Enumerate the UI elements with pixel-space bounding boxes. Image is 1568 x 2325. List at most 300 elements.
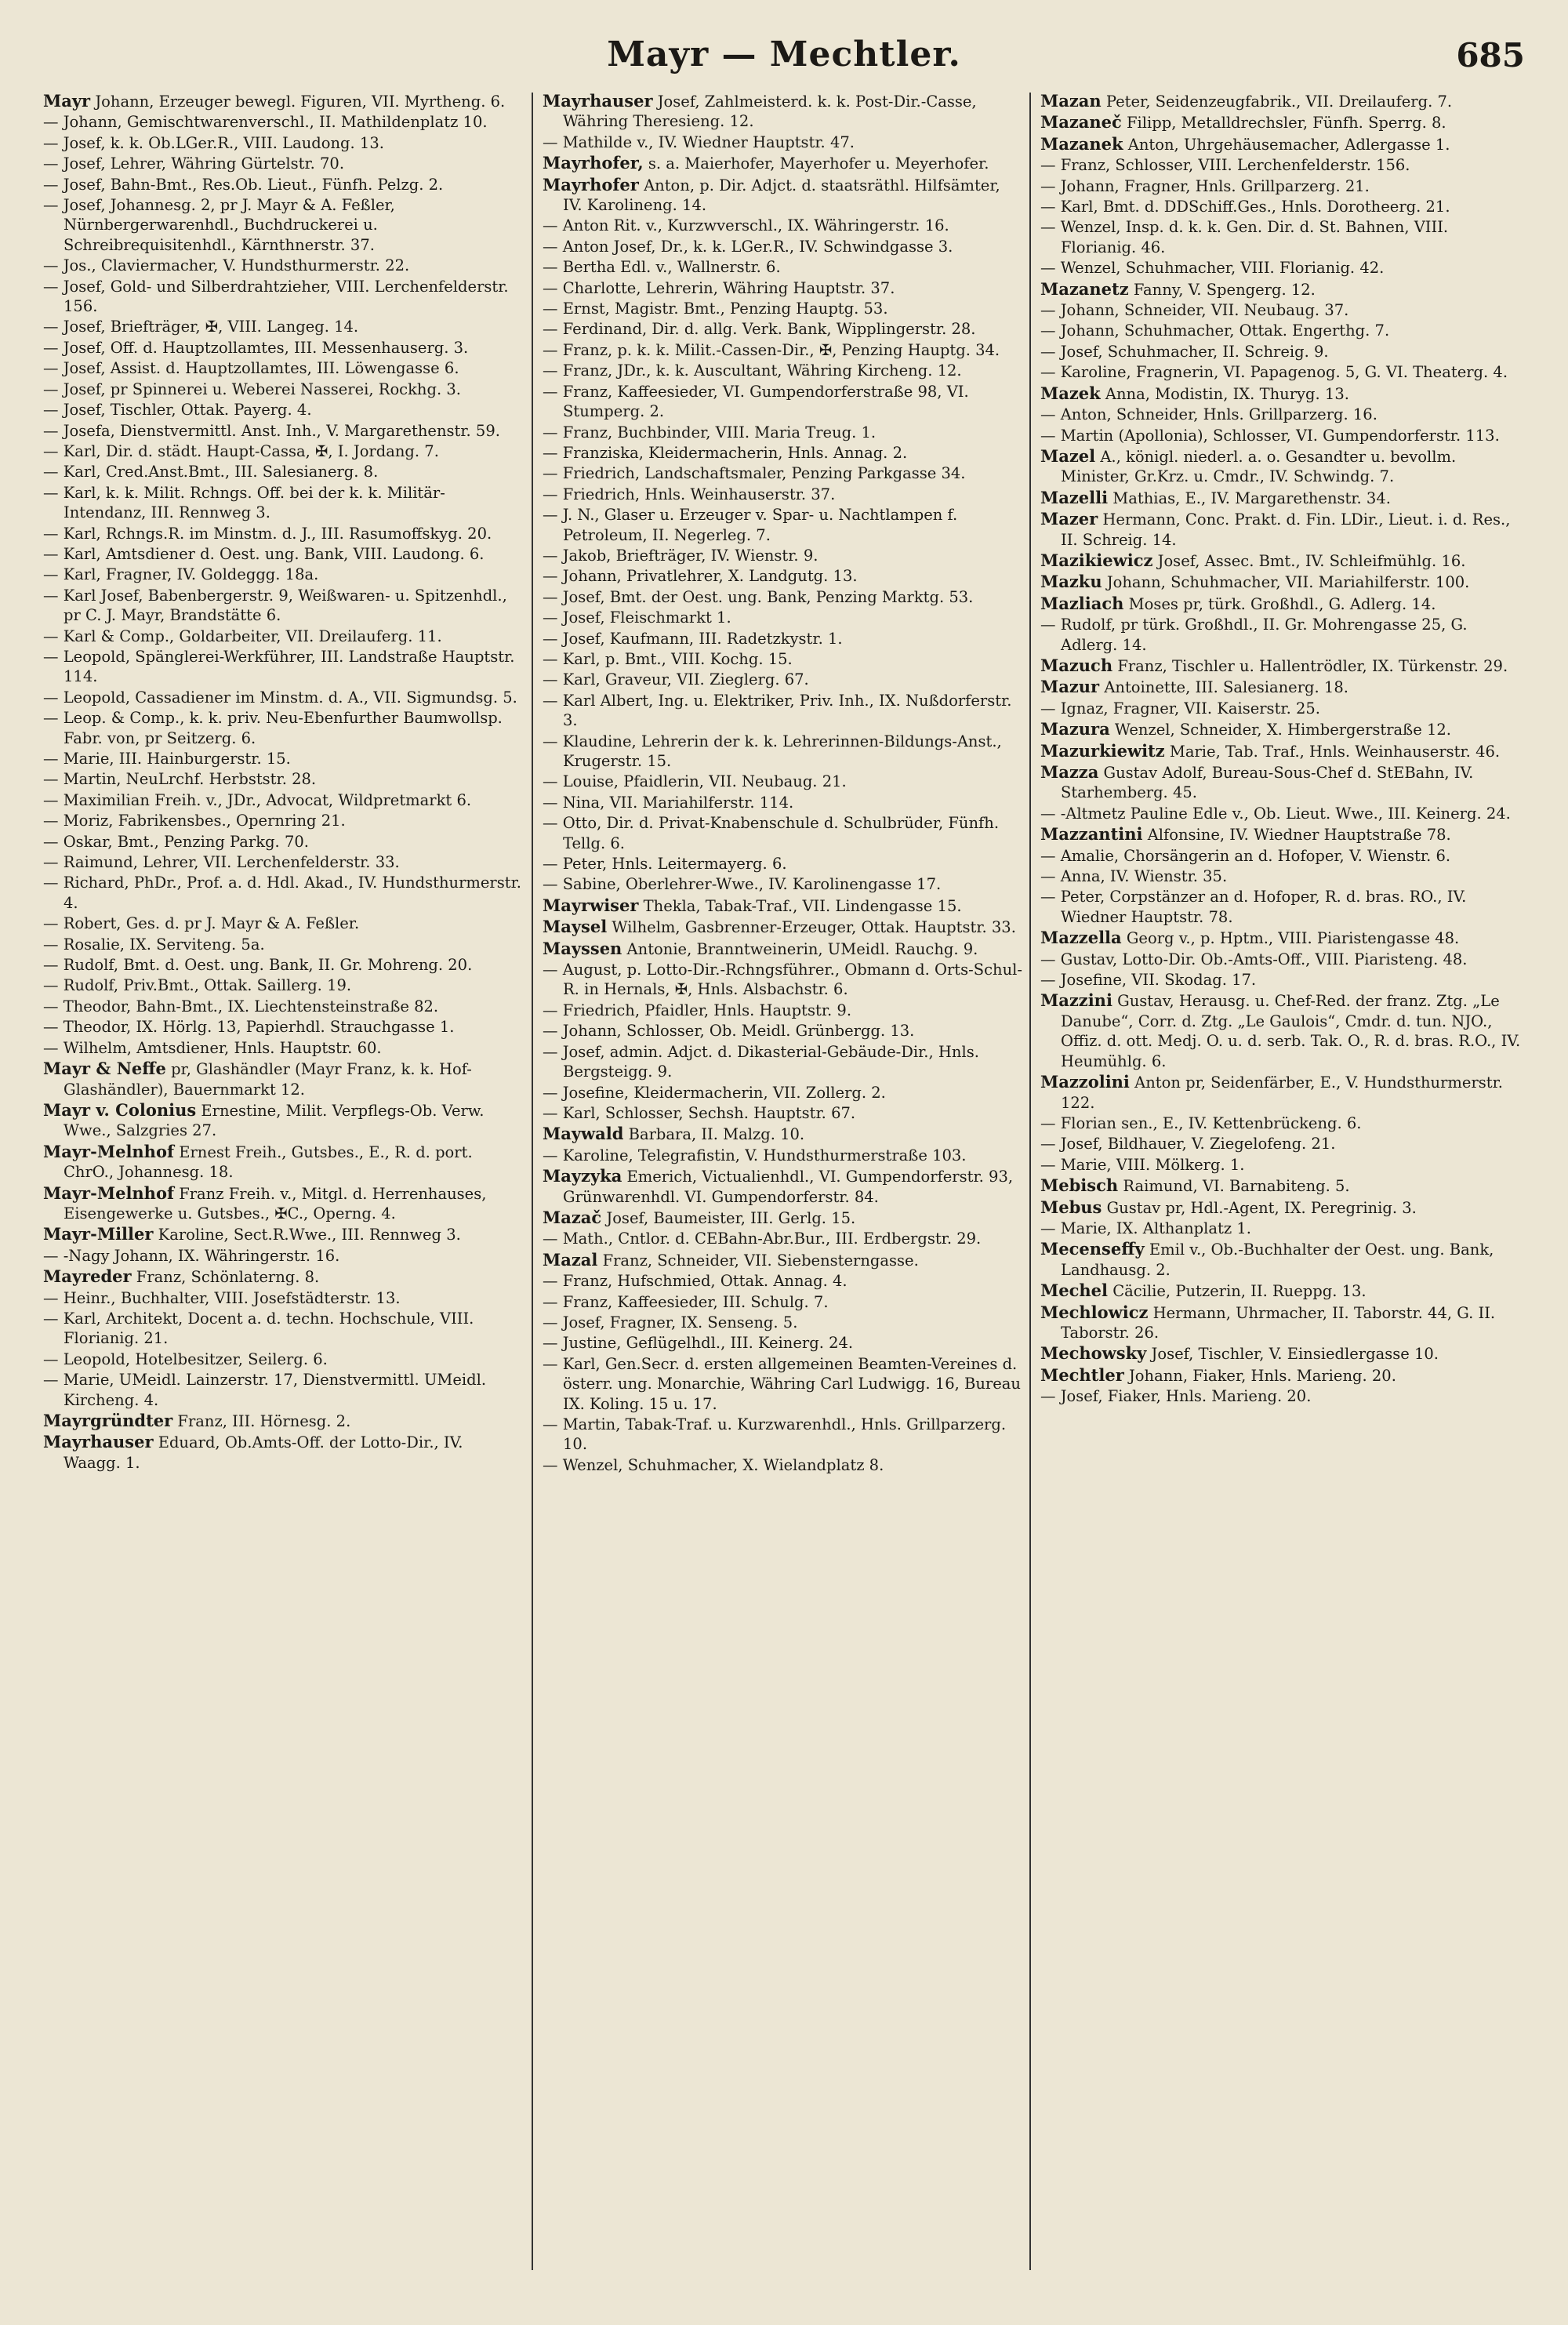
entry-sub (543, 546, 1022, 565)
entry-heading (1040, 1175, 1525, 1196)
entry-sub (43, 769, 523, 789)
entry-text: — Ignaz, Fragner, VII. Kaiserstr. 25. (1040, 699, 1320, 717)
entry-text: — Anton, Schneider, Hnls. Grillparzerg. 16. (1040, 405, 1377, 424)
entry-text: — Rosalie, IX. Serviteng. 5a. (43, 935, 265, 954)
entry-text: — Wenzel, Schuhmacher, X. Wielandplatz 8. (543, 1455, 884, 1474)
entry-text: — Josef, Johannesg. 2, pr J. Mayr & A. Feßler, Nürnbergerwarenhdl., Buchdruckerei u. Schreibrequisitenhdl., Kärnthnerstr. 37. (43, 196, 395, 254)
entry-text: Johann, Schuhmacher, VII. Mariahilferstr. 100. (1106, 573, 1470, 592)
entry-sub (543, 587, 1022, 607)
entry-sub (1040, 887, 1525, 927)
entry-text: — Karl, Schlosser, Sechsh. Hauptstr. 67. (543, 1103, 856, 1122)
entry-text: Fanny, V. Spengerg. 12. (1133, 280, 1316, 299)
entry-text: — Josef, Bahn-Bmt., Res.Ob. Lieut., Fünfh. Pelzg. 2. (43, 175, 444, 194)
entry-text: Emerich, Victualienhdl., VI. Gumpendorferstr. 93, Grünwarenhdl. VI. Gumpendorferstr. 84. (563, 1168, 1014, 1206)
entry-sub (543, 216, 1022, 235)
entry-text: — Rudolf, Priv.Bmt., Ottak. Saillerg. 19. (43, 976, 352, 995)
entry-heading (1040, 824, 1525, 845)
entry-sub (543, 1313, 1022, 1332)
entry-heading (43, 1432, 523, 1473)
entry-text: — Johann, Privatlehrer, X. Landgutg. 13. (543, 567, 858, 586)
entry-text: — Charlotte, Lehrerin, Währing Hauptstr. 37. (543, 278, 895, 297)
entry-text: — Josef, Off. d. Hauptzollamtes, III. Messenhauserg. 3. (43, 338, 469, 357)
entry-sub (543, 1146, 1022, 1165)
entry-text: — Karl & Comp., Goldarbeiter, VII. Dreilauferg. 11. (43, 627, 442, 645)
entry-heading (1040, 1281, 1525, 1301)
entry-text: Johann, Fiaker, Hnls. Marieng. 20. (1128, 1366, 1396, 1385)
entry-heading (1040, 1072, 1525, 1113)
entry-text: — Jakob, Briefträger, IV. Wienstr. 9. (543, 546, 818, 565)
surname: Mazel (1040, 445, 1096, 466)
surname: Mazzantini (1040, 824, 1143, 845)
entry-text: Emil v., Ob.-Buchhalter der Oest. ung. Bank, Landhausg. 2. (1061, 1241, 1494, 1279)
entry-text: — J. N., Glaser u. Erzeuger v. Spar- u. Nachtlampen f. Petroleum, II. Negerleg. 7. (543, 506, 958, 544)
entry-text: Ernest Freih., Gutsbes., E., R. d. port. ChrO., Johannesg. 18. (64, 1143, 473, 1182)
entry-heading (1040, 279, 1525, 300)
entry-sub (543, 793, 1022, 812)
entry-text: — Wenzel, Schuhmacher, VIII. Florianig. 42. (1040, 259, 1385, 278)
entry-sub (543, 257, 1022, 277)
entry-text: — Karl, Gen.Secr. d. ersten allgemeinen Beamten-Vereines d. österr. ung. Monarchie, Währing Carl Ludwigg. 16, Bureau IX. Koling. 15 u. 17. (543, 1354, 1021, 1413)
entry-sub (43, 935, 523, 954)
surname: Mazura (1040, 719, 1110, 739)
entry-heading (43, 1266, 523, 1287)
entry-sub (43, 586, 523, 626)
entry-heading (543, 917, 1022, 937)
entry-sub (43, 112, 523, 132)
entry-sub (543, 485, 1022, 504)
entry-text: — Karoline, Fragnerin, VI. Papagenog. 5, G. VI. Theaterg. 4. (1040, 363, 1508, 382)
entry-sub (43, 1246, 523, 1266)
entry-heading (43, 1183, 523, 1224)
entry-text: Georg v., p. Hptm., VIII. Piaristengasse 48. (1126, 929, 1460, 948)
entry-sub (543, 1415, 1022, 1455)
surname: Mazanetz (1040, 278, 1129, 299)
entry-text: — Marie, IX. Althanplatz 1. (1040, 1219, 1251, 1237)
surname: Mayr-Melnhof (43, 1182, 174, 1203)
entry-text: — Josefa, Dienstvermittl. Anst. Inh., V. Margarethenstr. 59. (43, 421, 500, 440)
entry-heading (1040, 1365, 1525, 1386)
entry-text: — Karl, p. Bmt., VIII. Kochg. 15. (543, 649, 793, 668)
entry-heading (43, 1411, 523, 1431)
entry-heading (543, 175, 1022, 216)
entry-sub (543, 1455, 1022, 1475)
entry-text: — Raimund, Lehrer, VII. Lerchenfelderstr. 33. (43, 853, 400, 872)
entry-text: — Josef, Assist. d. Hauptzollamtes, III. Löwengasse 6. (43, 359, 459, 378)
entry-sub (543, 854, 1022, 874)
entry-text: — Anna, IV. Wienstr. 35. (1040, 867, 1228, 886)
entry-sub (43, 483, 523, 523)
entry-sub (43, 852, 523, 872)
column-2 (543, 91, 1022, 2270)
entry-text: — Josefine, Kleidermacherin, VII. Zollerg. 2. (543, 1083, 886, 1102)
entry-heading (43, 91, 523, 111)
entry-text: — Ernst, Magistr. Bmt., Penzing Hauptg. 53. (543, 300, 888, 318)
entry-heading (43, 1224, 523, 1244)
surname: Mayrhofer, (543, 153, 644, 173)
entry-text: Anton, Uhrgehäusemacher, Adlergasse 1. (1127, 135, 1450, 154)
entry-sub (43, 914, 523, 933)
entry-text: Wilhelm, Gasbrenner-Erzeuger, Ottak. Hauptstr. 33. (612, 918, 1016, 937)
entry-text: Gustav pr, Hdl.-Agent, IX. Peregrinig. 3. (1106, 1198, 1417, 1217)
entry-sub (43, 1038, 523, 1058)
entry-text: — Justine, Geflügelhdl., III. Keinerg. 24. (543, 1334, 854, 1353)
entry-heading (1040, 656, 1525, 676)
entry-text: — Martin, Tabak-Traf. u. Kurzwarenhdl., Hnls. Grillparzerg. 10. (543, 1415, 1007, 1454)
entry-sub (43, 358, 523, 378)
entry-text: Josef, Zahlmeisterd. k. k. Post-Dir.-Casse, Währing Theresieng. 12. (563, 93, 977, 131)
entry-text: — Josef, Gold- und Silberdrahtzieher, VIII. Lerchenfelderstr. 156. (43, 277, 509, 316)
entry-sub (1040, 866, 1525, 886)
entry-text: — Wenzel, Insp. d. k. k. Gen. Dir. d. St. Bahnen, VIII. Florianig. 46. (1040, 218, 1449, 256)
entry-text: — Karl, Dir. d. städt. Haupt-Cassa, ✠, I. Jordang. 7. (43, 441, 439, 460)
entry-text: — Marie, III. Hainburgerstr. 15. (43, 750, 291, 768)
entry-heading (543, 1124, 1022, 1144)
entry-sub (43, 380, 523, 399)
entry-sub (43, 749, 523, 768)
entry-text: Ernestine, Milit. Verpflegs-Ob. Verw. Wwe., Salzgries 27. (64, 1101, 485, 1140)
entry-sub (543, 1333, 1022, 1353)
entry-text: — Karl, Cred.Anst.Bmt., III. Salesianerg. 8. (43, 463, 379, 481)
entry-sub (543, 463, 1022, 483)
entry-heading (1040, 594, 1525, 614)
surname: Mazanek (1040, 133, 1123, 154)
entry-text: — Ferdinand, Dir. d. allg. Verk. Bank, Wipplingerstr. 28. (543, 320, 976, 339)
entry-heading (43, 1059, 523, 1099)
entry-text: — Mathilde v., IV. Wiedner Hauptstr. 47. (543, 133, 855, 151)
entry-text: Anton, p. Dir. Adjct. d. staatsräthl. Hilfsämter, IV. Karolineng. 14. (563, 176, 1000, 215)
entry-sub (43, 462, 523, 481)
entry-sub (1040, 405, 1525, 424)
entry-sub (1040, 1134, 1525, 1153)
entry-heading (543, 91, 1022, 132)
entry-text: — Franz, Kaffeesieder, III. Schulg. 7. (543, 1292, 829, 1311)
entry-text: — -Altmetz Pauline Edle v., Ob. Lieut. Wwe., III. Keinerg. 24. (1040, 804, 1511, 823)
entry-text: Cäcilie, Putzerin, II. Rueppg. 13. (1112, 1282, 1367, 1301)
entry-sub (543, 772, 1022, 791)
entry-sub (43, 317, 523, 336)
entry-heading (1040, 572, 1525, 592)
surname: Mazelli (1040, 487, 1109, 507)
entry-text: — Nina, VII. Mariahilferstr. 114. (543, 793, 794, 812)
entry-text: — Josef, k. k. Ob.LGer.R., VIII. Laudong. 13. (43, 133, 384, 152)
surname: Mechel (1040, 1281, 1108, 1301)
entry-sub (43, 195, 523, 255)
entry-sub (43, 647, 523, 687)
entry-text: Franz, Schneider, VII. Siebensterngasse. (602, 1251, 919, 1270)
entry-text: pr, Glashändler (Mayr Franz, k. k. Hof-Glashändler), Bauernmarkt 12. (64, 1060, 472, 1099)
entry-heading (43, 1142, 523, 1182)
entry-sub (1040, 426, 1525, 445)
surname: Mazzini (1040, 990, 1112, 1011)
entry-text: — Johann, Schuhmacher, Ottak. Engerthg. 7. (1040, 322, 1390, 340)
entry-text: — Karl, Rchngs.R. im Minstm. d. J., III. Rasumoffskyg. 20. (43, 524, 492, 543)
column-divider (532, 93, 533, 2270)
entry-text: Franz, Tischler u. Hallentrödler, IX. Türkenstr. 29. (1117, 656, 1508, 675)
entry-text: — Karl, Graveur, VII. Zieglerg. 67. (543, 670, 809, 689)
entry-text: — Peter, Corpstänzer an d. Hofoper, R. d. bras. RO., IV. Wiedner Hauptstr. 78. (1040, 888, 1467, 926)
entry-heading (1040, 1239, 1525, 1280)
entry-text: — Wilhelm, Amtsdiener, Hnls. Hauptstr. 60. (43, 1038, 382, 1057)
entry-text: — Karl, Amtsdiener d. Oest. ung. Bank, VIII. Laudong. 6. (43, 544, 485, 563)
entry-heading (1040, 719, 1525, 739)
entry-text: — Otto, Dir. d. Privat-Knabenschule d. Schulbrüder, Fünfh. Tellg. 6. (543, 814, 1000, 852)
entry-sub (543, 566, 1022, 586)
entry-sub (43, 256, 523, 275)
entry-heading (543, 1250, 1022, 1270)
surname: Mechtler (1040, 1364, 1124, 1385)
entry-text: — Math., Cntlor. d. CEBahn-Abr.Bur., III. Erdbergstr. 29. (543, 1230, 982, 1248)
entry-heading (543, 1208, 1022, 1228)
entry-text: — Jos., Claviermacher, V. Hundsthurmerstr. 22. (43, 256, 410, 275)
entry-sub (43, 997, 523, 1016)
surname: Mazer (1040, 509, 1098, 529)
entry-sub (1040, 970, 1525, 990)
entry-text: Eduard, Ob.Amts-Off. der Lotto-Dir., IV. Waagg. 1. (64, 1433, 463, 1472)
entry-text: — Peter, Hnls. Leitermayerg. 6. (543, 855, 787, 874)
entry-sub (543, 1229, 1022, 1248)
surname: Mazuch (1040, 655, 1113, 675)
surname: Mazurkiewitz (1040, 740, 1165, 761)
surname: Mazza (1040, 762, 1099, 782)
entry-text: — Oskar, Bmt., Penzing Parkg. 70. (43, 832, 309, 851)
entry-text: — Theodor, Bahn-Bmt., IX. Liechtensteinstraße 82. (43, 997, 439, 1015)
entry-sub (1040, 176, 1525, 196)
entry-heading (1040, 509, 1525, 550)
entry-text: — Josef, Bildhauer, V. Ziegelofeng. 21. (1040, 1135, 1336, 1153)
entry-text: Franz, III. Hörnesg. 2. (177, 1412, 351, 1430)
entry-text: — Leop. & Comp., k. k. priv. Neu-Ebenfurther Baumwollsp. Fabr. von, pr Seitzerg. 6. (43, 709, 503, 747)
entry-heading (1040, 550, 1525, 571)
entry-sub (543, 691, 1022, 731)
surname: Mazzolini (1040, 1072, 1130, 1092)
entry-text: — Josef, Lehrer, Währing Gürtelstr. 70. (43, 154, 345, 173)
entry-text: Barbara, II. Malzg. 10. (628, 1125, 805, 1144)
entry-text: — Josef, Tischler, Ottak. Payerg. 4. (43, 401, 312, 420)
entry-sub (1040, 155, 1525, 175)
entry-sub (43, 154, 523, 173)
entry-sub (1040, 950, 1525, 969)
entry-text: — Karoline, Telegrafistin, V. Hundsthurmerstraße 103. (543, 1146, 967, 1164)
entry-text: — Maximilian Freih. v., JDr., Advocat, Wildpretmarkt 6. (43, 790, 472, 809)
entry-text: Wenzel, Schneider, X. Himbergerstraße 12. (1114, 721, 1451, 739)
entry-text: — Martin (Apollonia), Schlosser, VI. Gumpendorferstr. 113. (1040, 426, 1500, 445)
entry-heading (1040, 91, 1525, 111)
entry-sub (43, 975, 523, 995)
entry-text: — Josef, Fleischmarkt 1. (543, 608, 731, 627)
surname: Mayrhofer (543, 174, 639, 194)
entry-text: — August, p. Lotto-Dir.-Rchngsführer., Obmann d. Orts-Schul-R. in Hernals, ✠, Hnls. Alsbachstr. 6. (543, 961, 1022, 999)
entry-text: — Florian sen., E., IV. Kettenbrückeng. 6. (1040, 1113, 1362, 1132)
entry-text: — Leopold, Hotelbesitzer, Seilerg. 6. (43, 1350, 328, 1368)
surname: Mayr (43, 91, 91, 111)
entry-sub (1040, 804, 1525, 823)
entry-text: — Franz, Kaffeesieder, VI. Gumpendorferstraße 98, VI. Stumperg. 2. (543, 382, 969, 421)
entry-text: — Leopold, Cassadiener im Minstm. d. A., VII. Sigmundsg. 5. (43, 688, 517, 707)
page-title: Mayr — Mechtler. (607, 35, 961, 74)
entry-text: — Marie, UMeidl. Lainzerstr. 17, Dienstvermittl. UMeidl. Kircheng. 4. (43, 1371, 487, 1409)
entry-sub (543, 960, 1022, 1000)
entry-sub (543, 629, 1022, 648)
entry-text: — Gustav, Lotto-Dir. Ob.-Amts-Off., VIII. Piaristeng. 48. (1040, 950, 1468, 968)
entry-text: — Friedrich, Hnls. Weinhauserstr. 37. (543, 485, 836, 503)
entry-sub (543, 1001, 1022, 1020)
entry-text: — Friedrich, Pfaidler, Hnls. Hauptstr. 9. (543, 1001, 852, 1019)
entry-text: — Richard, PhDr., Prof. a. d. Hdl. Akad., IV. Hundsthurmerstr. 4. (43, 874, 521, 912)
entry-sub (43, 400, 523, 420)
surname: Mebus (1040, 1197, 1102, 1217)
entry-text: — Anton Josef, Dr., k. k. LGer.R., IV. Schwindgasse 3. (543, 237, 953, 256)
entry-sub (543, 133, 1022, 152)
entry-text: — Franz, Schlosser, VIII. Lerchenfelderstr. 156. (1040, 156, 1410, 175)
entry-heading (543, 153, 1022, 173)
entry-heading (1040, 446, 1525, 487)
surname: Mazan (1040, 91, 1102, 111)
entry-sub (1040, 217, 1525, 257)
entry-heading (1040, 1197, 1525, 1218)
entry-text: — Heinr., Buchhalter, VIII. Josefstädterstr. 13. (43, 1288, 401, 1307)
entry-text: — Karl Josef, Babenbergerstr. 9, Weißwaren- u. Spitzenhdl., pr C. J. Mayr, Brandstätte 6. (43, 586, 507, 625)
entry-text: — Franziska, Kleidermacherin, Hnls. Annag. 2. (543, 443, 908, 462)
entry-text: Hermann, Conc. Prakt. d. Fin. LDir., Lieut. i. d. Res., II. Schreig. 14. (1061, 510, 1511, 549)
entry-text: — Rudolf, Bmt. d. Oest. ung. Bank, II. Gr. Mohreng. 20. (43, 956, 473, 975)
entry-heading (1040, 1302, 1525, 1343)
entry-text: Alfonsine, IV. Wiedner Hauptstraße 78. (1147, 826, 1451, 845)
surname: Mazzella (1040, 928, 1122, 948)
entry-text: Raimund, VI. Barnabiteng. 5. (1123, 1177, 1350, 1196)
surname: Mayzyka (543, 1166, 622, 1186)
entry-text: — Franz, p. k. k. Milit.-Cassen-Dir., ✠, Penzing Hauptg. 34. (543, 340, 1000, 359)
entry-sub (543, 1292, 1022, 1312)
entry-sub (543, 608, 1022, 627)
entry-sub (543, 1271, 1022, 1291)
entry-sub (543, 874, 1022, 894)
entry-sub (543, 443, 1022, 463)
entry-sub (543, 278, 1022, 298)
surname: Mazač (543, 1207, 602, 1227)
entry-sub (43, 627, 523, 646)
entry-sub (43, 790, 523, 810)
entry-text: — Anton Rit. v., Kurzwverschl., IX. Währingerstr. 16. (543, 216, 949, 235)
entry-text: — Josef, Briefträger, ✠, VIII. Langeg. 14. (43, 318, 359, 336)
entry-heading (1040, 112, 1525, 133)
surname: Mayr & Neffe (43, 1059, 166, 1079)
entry-text: — Johann, Gemischtwarenverschl., II. Mathildenplatz 10. (43, 113, 488, 132)
entry-sub (43, 811, 523, 830)
entry-text: Marie, Tab. Traf., Hnls. Weinhauserstr. 46. (1169, 742, 1501, 761)
entry-text: — Johann, Schneider, VII. Neubaug. 37. (1040, 301, 1349, 320)
entry-text: s. a. Maierhofer, Mayerhofer u. Meyerhofer. (648, 154, 989, 173)
entry-sub (43, 1350, 523, 1369)
surname: Mazur (1040, 677, 1100, 697)
entry-text: Franz, Schönlaterng. 8. (136, 1268, 320, 1287)
entry-sub (43, 832, 523, 852)
column-divider (1029, 93, 1031, 2270)
entry-text: — Louise, Pfaidlerin, VII. Neubaug. 21. (543, 772, 847, 791)
surname: Maysel (543, 917, 608, 937)
entry-text: A., königl. niederl. a. o. Gesandter u. bevollm. Minister, Gr.Krz. u. Cmdr., IV. Schwindg. 7. (1061, 447, 1457, 486)
entry-text: — Klaudine, Lehrerin der k. k. Lehrerinnen-Bildungs-Anst., Krugerstr. 15. (543, 732, 1002, 770)
entry-text: Antonie, Branntweinerin, UMeidl. Rauchg. 9. (626, 939, 978, 958)
entry-sub (543, 1042, 1022, 1082)
entry-sub (543, 1083, 1022, 1103)
entry-text: — Theodor, IX. Hörlg. 13, Papierhdl. Strauchgasse 1. (43, 1018, 455, 1037)
entry-text: — Josef, Bmt. der Oest. ung. Bank, Penzing Marktg. 53. (543, 587, 974, 606)
entry-sub (43, 544, 523, 564)
surname: Mecenseffy (1040, 1239, 1145, 1259)
entry-sub (1040, 258, 1525, 278)
entry-text: — Amalie, Chorsängerin an d. Hofoper, V. Wienstr. 6. (1040, 846, 1451, 865)
entry-sub (543, 505, 1022, 545)
entry-text: — Franz, Hufschmied, Ottak. Annag. 4. (543, 1272, 848, 1291)
entry-text: Peter, Seidenzeugfabrik., VII. Dreilauferg. 7. (1105, 93, 1453, 111)
entry-sub (43, 524, 523, 543)
entry-heading (1040, 741, 1525, 761)
entry-text: — Sabine, Oberlehrer-Wwe., IV. Karolinengasse 17. (543, 875, 942, 894)
entry-text: — Karl, Bmt. d. DDSchiff.Ges., Hnls. Dorotheerg. 21. (1040, 198, 1450, 216)
entry-sub (1040, 342, 1525, 361)
entry-sub (1040, 1219, 1525, 1238)
entry-text: Antoinette, III. Salesianerg. 18. (1104, 678, 1348, 697)
surname: Mayrgründter (43, 1411, 173, 1430)
entry-text: — Josef, Fiaker, Hnls. Marieng. 20. (1040, 1387, 1312, 1406)
entry-sub (543, 1354, 1022, 1414)
surname: Mazaneč (1040, 112, 1122, 133)
entry-text: — Bertha Edl. v., Wallnerstr. 6. (543, 258, 781, 277)
entry-sub (43, 1288, 523, 1308)
entry-heading (543, 939, 1022, 959)
surname: Mayssen (543, 938, 622, 958)
entry-sub (543, 649, 1022, 669)
entry-sub (43, 565, 523, 584)
entry-text: — Marie, VIII. Mölkerg. 1. (1040, 1155, 1245, 1174)
entry-text: — Friedrich, Landschaftsmaler, Penzing Parkgasse 34. (543, 464, 966, 483)
surname: Mayr-Miller (43, 1224, 154, 1244)
entry-heading (1040, 134, 1525, 154)
entry-text: — Franz, Buchbinder, VIII. Maria Treug. 1. (543, 423, 877, 441)
entry-sub (543, 340, 1022, 360)
entry-sub (1040, 1386, 1525, 1406)
entry-sub (543, 299, 1022, 318)
entry-sub (1040, 846, 1525, 866)
column-1 (43, 91, 523, 2270)
surname: Mazal (543, 1249, 598, 1270)
entry-text: — Martin, NeuLrchf. Herbststr. 28. (43, 770, 317, 789)
entry-sub (543, 1021, 1022, 1041)
entry-sub (43, 688, 523, 707)
surname: Maywald (543, 1124, 624, 1144)
entry-text: — Johann, Fragner, Hnls. Grillparzerg. 21. (1040, 176, 1370, 195)
entry-sub (43, 1309, 523, 1349)
entry-sub (43, 708, 523, 748)
surname: Mayrhauser (43, 1432, 154, 1452)
entry-heading (43, 1100, 523, 1141)
entry-sub (1040, 197, 1525, 216)
entry-text: Hermann, Uhrmacher, II. Taborstr. 44, G. II. Taborstr. 26. (1061, 1303, 1496, 1342)
entry-sub (43, 955, 523, 975)
entry-sub (43, 133, 523, 153)
entry-text: — Moriz, Fabrikensbes., Opernring 21. (43, 812, 346, 830)
entry-heading (543, 895, 1022, 916)
entry-sub (1040, 321, 1525, 340)
surname: Mazek (1040, 383, 1101, 403)
surname: Mebisch (1040, 1175, 1119, 1196)
surname: Mayr-Melnhof (43, 1141, 174, 1161)
entry-text: Anton pr, Seidenfärber, E., V. Hundsthurmerstr. 122. (1061, 1073, 1504, 1112)
entry-text: Josef, Tischler, V. Einsiedlergasse 10. (1151, 1345, 1439, 1364)
entry-sub (543, 670, 1022, 689)
entry-sub (43, 873, 523, 913)
entry-sub (543, 382, 1022, 422)
